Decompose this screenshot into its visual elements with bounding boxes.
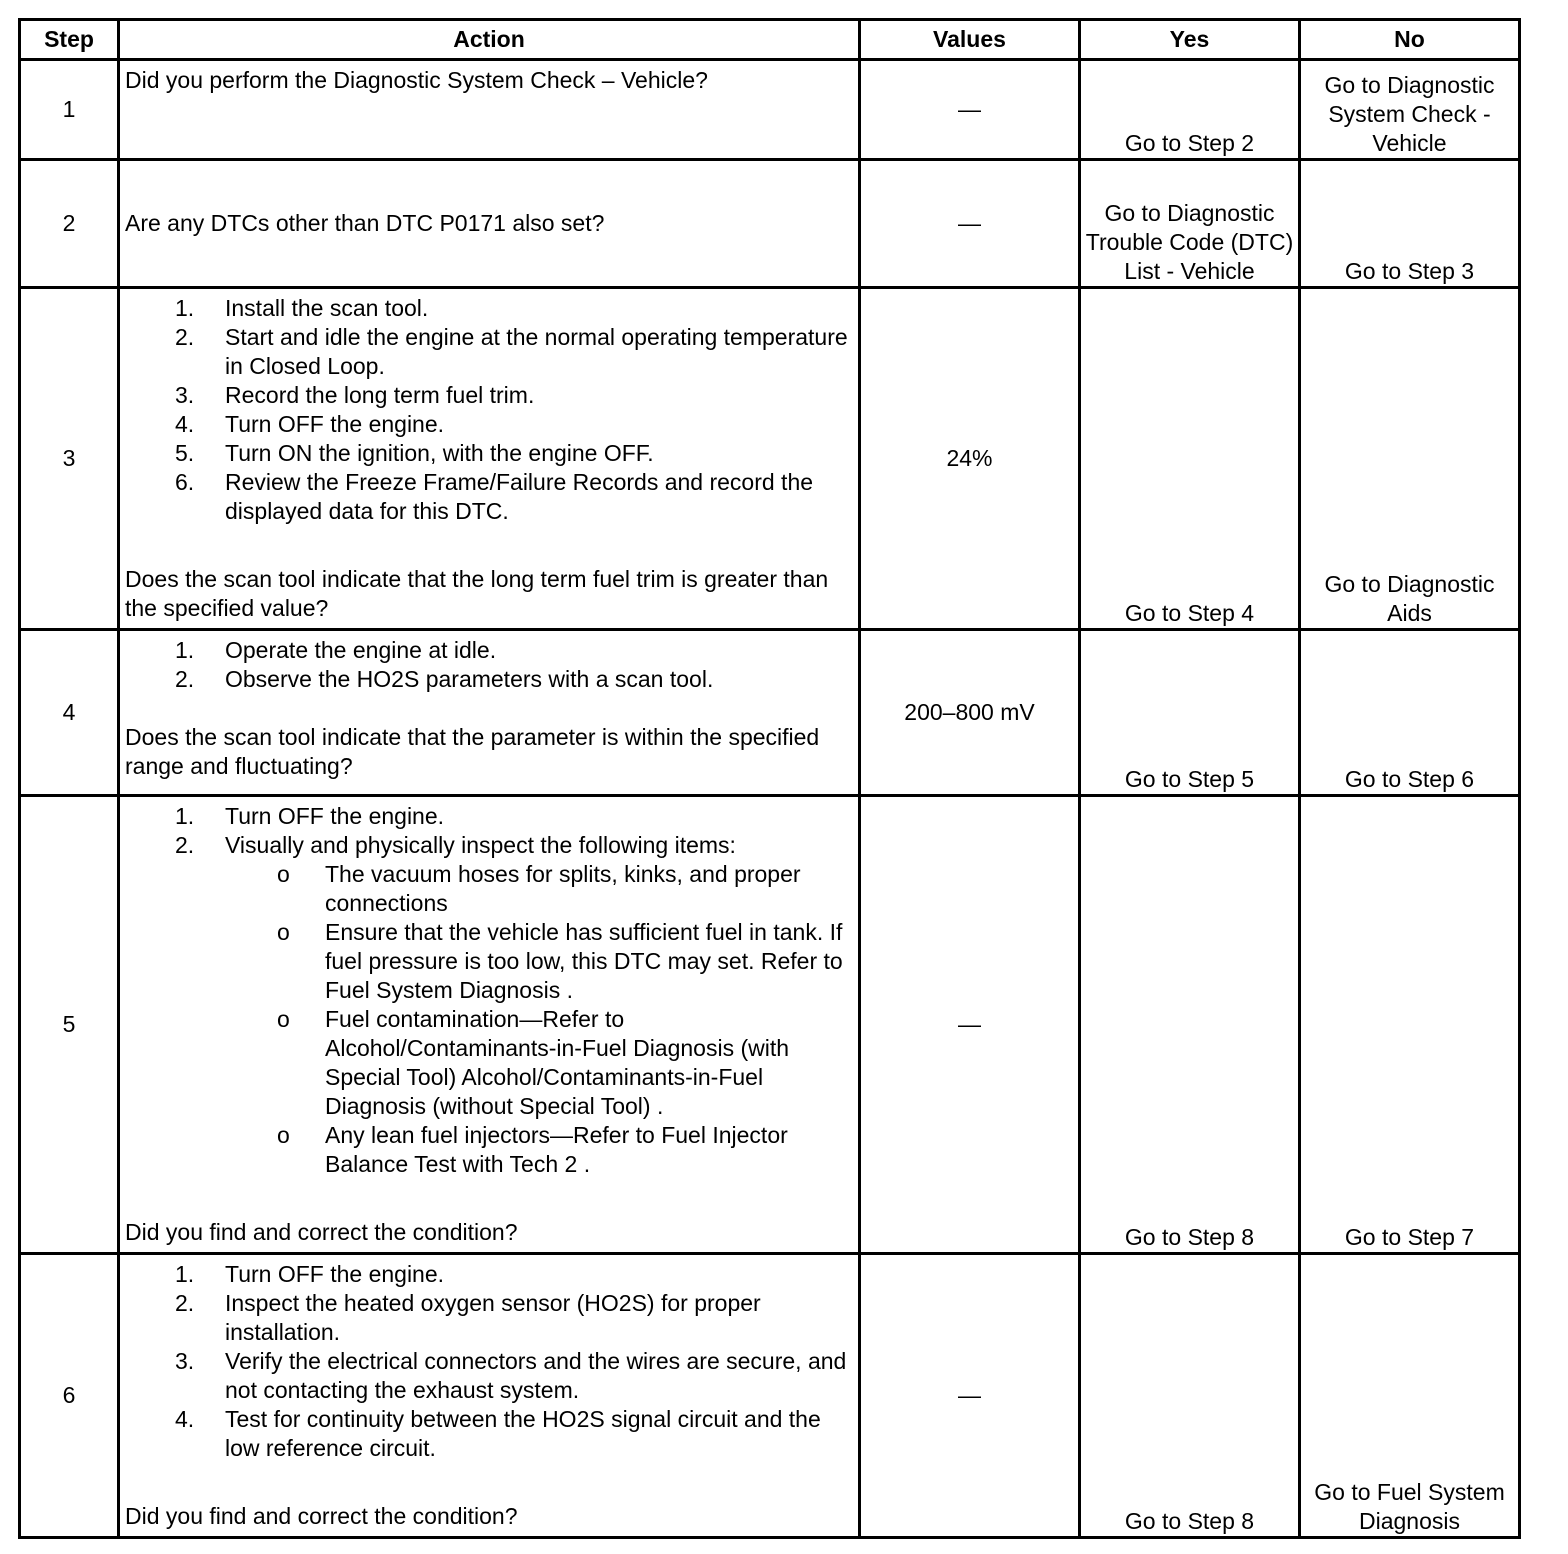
action-cell [119, 796, 860, 1254]
action-step [125, 323, 848, 381]
step-text: Observe the HO2S parameters with a scan tool. [225, 666, 714, 692]
inspection-item [225, 860, 848, 918]
step-index: 1. [175, 1261, 195, 1287]
action-step [125, 294, 848, 323]
action-question: Does the scan tool indicate that the parameter is within the specified range and fluctuating? [125, 724, 820, 779]
action-question: Did you find and correct the condition? [125, 1219, 518, 1245]
yes-cell: Go to Diagnostic Trouble Code (DTC) List - Vehicle [1080, 160, 1300, 288]
step-number: 5 [20, 796, 119, 1254]
table-row [20, 630, 1520, 796]
header-yes: Yes [1080, 20, 1300, 60]
yes-cell: Go to Step 8 [1080, 1254, 1300, 1538]
table-row [20, 1254, 1520, 1538]
action-steps [125, 802, 848, 1179]
action-steps [125, 294, 848, 526]
step-index: 2. [175, 832, 195, 858]
action-step [125, 1260, 848, 1289]
step-index: 5. [175, 440, 195, 466]
item-text: Fuel contamination—Refer to Alcohol/Contaminants-in-Fuel Diagnosis (with Special Tool) Alcohol/Contaminants-in-Fuel Diagnosis (without Special Tool) . [325, 1006, 790, 1119]
step-text: Turn OFF the engine. [225, 803, 445, 829]
item-text: The vacuum hoses for splits, kinks, and proper connections [325, 861, 801, 916]
step-text: Visually and physically inspect the following items: [225, 832, 736, 858]
action-question: Did you find and correct the condition? [125, 1503, 518, 1529]
step-text: Turn OFF the engine. [225, 411, 445, 437]
value-cell: 200–800 mV [860, 630, 1080, 796]
action-question: Does the scan tool indicate that the long term fuel trim is greater than the specified value? [125, 566, 829, 621]
action-cell [119, 1254, 860, 1538]
action-steps [125, 1260, 848, 1463]
value-cell: — [860, 160, 1080, 288]
step-index: 3. [175, 382, 195, 408]
table-row [20, 60, 1520, 160]
action-step [125, 665, 848, 694]
step-text: Review the Freeze Frame/Failure Records and record the displayed data for this DTC. [225, 469, 814, 524]
inspection-items [225, 860, 848, 1179]
step-index: 1. [175, 637, 195, 663]
header-values: Values [860, 20, 1080, 60]
action-step [125, 802, 848, 831]
header-row [20, 20, 1520, 60]
step-index: 4. [175, 411, 195, 437]
action-step [125, 1347, 848, 1405]
header-step: Step [20, 20, 119, 60]
item-text: Any lean fuel injectors—Refer to Fuel Injector Balance Test with Tech 2 . [325, 1122, 788, 1177]
step-index: 2. [175, 1290, 195, 1316]
step-index: 6. [175, 469, 195, 495]
step-number: 6 [20, 1254, 119, 1538]
bullet-marker: o [277, 861, 290, 887]
action-step [125, 381, 848, 410]
no-cell: Go to Step 3 [1300, 160, 1520, 288]
step-text: Turn OFF the engine. [225, 1261, 445, 1287]
step-text: Turn ON the ignition, with the engine OFF. [225, 440, 654, 466]
no-cell: Go to Step 7 [1300, 796, 1520, 1254]
action-step [125, 468, 848, 526]
action-cell [119, 160, 860, 288]
step-index: 2. [175, 666, 195, 692]
bullet-marker: o [277, 919, 290, 945]
step-text: Test for continuity between the HO2S signal circuit and the low reference circuit. [225, 1406, 821, 1461]
step-index: 4. [175, 1406, 195, 1432]
value-cell: — [860, 796, 1080, 1254]
yes-cell: Go to Step 2 [1080, 60, 1300, 160]
item-text: Ensure that the vehicle has sufficient fuel in tank. If fuel pressure is too low, this DTC may set. Refer to Fuel System Diagnosis . [325, 919, 843, 1003]
step-index: 1. [175, 803, 195, 829]
action-cell [119, 60, 860, 160]
step-text: Inspect the heated oxygen sensor (HO2S) for proper installation. [225, 1290, 761, 1345]
inspection-item [225, 1121, 848, 1179]
action-step [125, 636, 848, 665]
step-number: 4 [20, 630, 119, 796]
action-cell [119, 288, 860, 630]
bullet-marker: o [277, 1006, 290, 1032]
action-steps [125, 636, 848, 694]
step-index: 1. [175, 295, 195, 321]
bullet-marker: o [277, 1122, 290, 1148]
no-cell: Go to Diagnostic System Check - Vehicle [1300, 60, 1520, 160]
header-action: Action [119, 20, 860, 60]
diagnostic-table [18, 18, 1521, 1539]
action-step [125, 831, 848, 1179]
action-step [125, 410, 848, 439]
yes-cell: Go to Step 8 [1080, 796, 1300, 1254]
step-index: 3. [175, 1348, 195, 1374]
no-cell: Go to Fuel System Diagnosis [1300, 1254, 1520, 1538]
step-text: Record the long term fuel trim. [225, 382, 535, 408]
yes-cell: Go to Step 4 [1080, 288, 1300, 630]
value-cell: — [860, 60, 1080, 160]
table-row [20, 796, 1520, 1254]
no-cell: Go to Step 6 [1300, 630, 1520, 796]
action-step [125, 439, 848, 468]
step-number: 1 [20, 60, 119, 160]
step-number: 3 [20, 288, 119, 630]
action-step [125, 1289, 848, 1347]
inspection-item [225, 918, 848, 1005]
action-step [125, 1405, 848, 1463]
action-cell [119, 630, 860, 796]
step-index: 2. [175, 324, 195, 350]
step-text: Verify the electrical connectors and the wires are secure, and not contacting the exhaust system. [225, 1348, 847, 1403]
step-number: 2 [20, 160, 119, 288]
table-row [20, 288, 1520, 630]
yes-cell: Go to Step 5 [1080, 630, 1300, 796]
step-text: Start and idle the engine at the normal operating temperature in Closed Loop. [225, 324, 848, 379]
step-text: Operate the engine at idle. [225, 637, 497, 663]
header-no: No [1300, 20, 1520, 60]
table-row [20, 160, 1520, 288]
step-text: Install the scan tool. [225, 295, 429, 321]
value-cell: 24% [860, 288, 1080, 630]
inspection-item [225, 1005, 848, 1121]
no-cell: Go to Diagnostic Aids [1300, 288, 1520, 630]
value-cell: — [860, 1254, 1080, 1538]
action-question: Did you perform the Diagnostic System Check – Vehicle? [125, 67, 708, 93]
action-question: Are any DTCs other than DTC P0171 also set? [125, 210, 605, 236]
